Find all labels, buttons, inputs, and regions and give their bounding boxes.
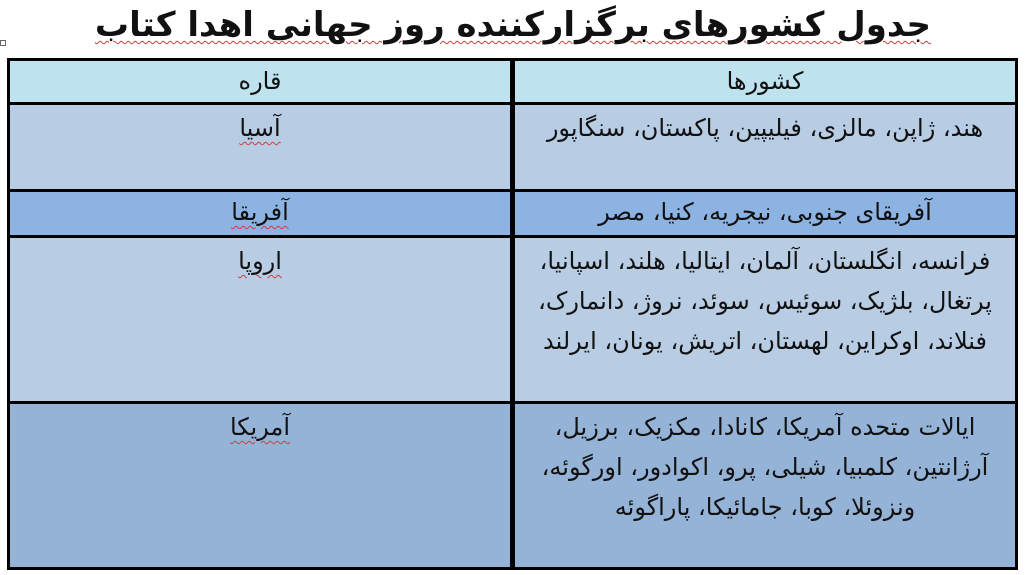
row-africa-countries: آفریقای جنوبی، نیجریه، کنیا، مصر [515,192,1015,235]
row-europe-continent: اروپا [10,238,510,401]
row-africa-continent: آفریقا [10,192,510,235]
header-countries: کشورها [515,61,1015,102]
page-title: جدول کشورهای برگزارکننده روز جهانی اهدا کتاب [94,5,932,45]
row-america-continent: آمریکا [10,404,510,567]
row-america-countries: ایالات متحده آمریکا، کانادا، مکزیک، برزیل، آرژانتین، کلمبیا، شیلی، پرو، اکوادور، اورگوئه، ونزوئلا، کوبا، جامائیکا، پاراگوئه [515,404,1015,567]
table-move-handle[interactable] [0,40,6,46]
countries-table [7,58,1018,570]
row-asia-continent: آسیا [10,105,510,189]
row-asia-countries: هند، ژاپن، مالزی، فیلیپین، پاکستان، سنگاپور [515,105,1015,189]
row-europe-countries: فرانسه، انگلستان، آلمان، ایتالیا، هلند، اسپانیا، پرتغال، بلژیک، سوئیس، سوئد، نروژ، دانمارک، فنلاند، اوکراین، لهستان، اتریش، یونان، ایرلند [515,238,1015,401]
header-continent: قاره [10,61,510,102]
